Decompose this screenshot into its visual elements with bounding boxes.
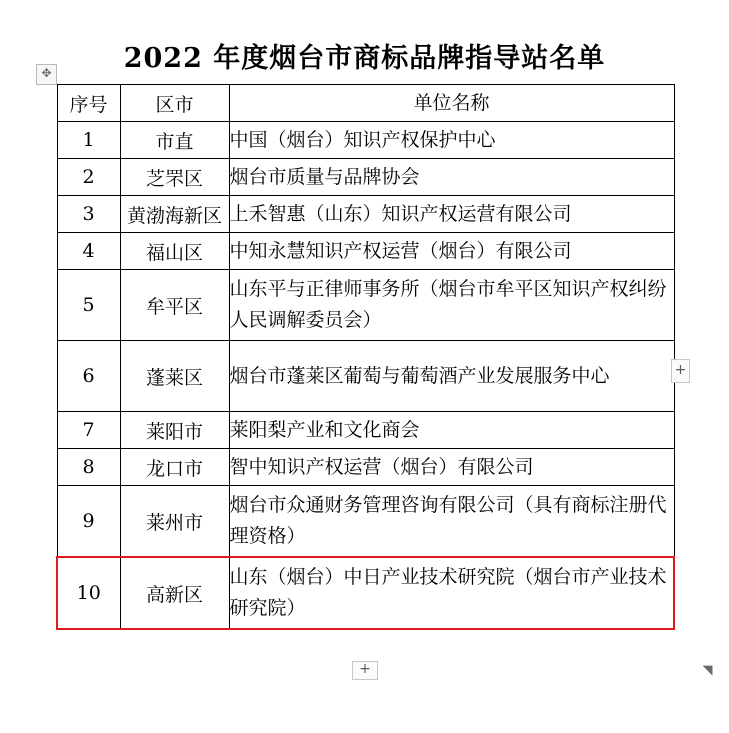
cell-index: 7 <box>57 412 120 449</box>
table-container <box>56 84 672 630</box>
cell-index: 10 <box>57 557 120 629</box>
cell-index: 4 <box>57 233 120 270</box>
cell-unit: 上禾智惠（山东）知识产权运营有限公司 <box>229 196 674 233</box>
table-resize-handle[interactable]: ◥ <box>702 663 713 678</box>
trademark-guidance-station-table <box>56 84 675 630</box>
cell-district: 福山区 <box>120 233 229 270</box>
cell-index: 5 <box>57 270 120 341</box>
add-column-button[interactable]: + <box>671 359 690 383</box>
header-cell-district: 区市 <box>120 85 229 122</box>
cell-unit: 烟台市蓬莱区葡萄与葡萄酒产业发展服务中心 <box>229 341 674 412</box>
cell-district: 牟平区 <box>120 270 229 341</box>
cell-unit: 山东（烟台）中日产业技术研究院（烟台市产业技术研究院） <box>229 557 674 629</box>
table-row[interactable] <box>57 449 674 486</box>
cell-district: 莱阳市 <box>120 412 229 449</box>
cell-index: 8 <box>57 449 120 486</box>
header-cell-index: 序号 <box>57 85 120 122</box>
table-row[interactable] <box>57 270 674 341</box>
cell-district: 莱州市 <box>120 486 229 558</box>
table-row-highlighted[interactable] <box>57 557 674 629</box>
table-row[interactable] <box>57 341 674 412</box>
cell-index: 6 <box>57 341 120 412</box>
cell-district: 高新区 <box>120 557 229 629</box>
cell-index: 2 <box>57 159 120 196</box>
cell-index: 3 <box>57 196 120 233</box>
table-row[interactable] <box>57 412 674 449</box>
cell-index: 9 <box>57 486 120 558</box>
table-row[interactable] <box>57 196 674 233</box>
cell-unit: 山东平与正律师事务所（烟台市牟平区知识产权纠纷人民调解委员会） <box>229 270 674 341</box>
cell-index: 1 <box>57 122 120 159</box>
cell-district: 蓬莱区 <box>120 341 229 412</box>
cell-district: 市直 <box>120 122 229 159</box>
cell-unit: 烟台市众通财务管理咨询有限公司（具有商标注册代理资格） <box>229 486 674 558</box>
cell-unit: 中知永慧知识产权运营（烟台）有限公司 <box>229 233 674 270</box>
page-title: 2022 年度烟台市商标品牌指导站名单 <box>123 43 606 74</box>
cell-district: 芝罘区 <box>120 159 229 196</box>
cell-district: 龙口市 <box>120 449 229 486</box>
cell-district: 黄渤海新区 <box>120 196 229 233</box>
add-row-button[interactable]: + <box>352 661 378 680</box>
cell-unit: 智中知识产权运营（烟台）有限公司 <box>229 449 674 486</box>
table-move-handle[interactable]: ✥ <box>36 64 57 85</box>
table-row[interactable] <box>57 233 674 270</box>
cell-unit: 中国（烟台）知识产权保护中心 <box>229 122 674 159</box>
table-header-row <box>57 85 674 122</box>
table-row[interactable] <box>57 122 674 159</box>
header-cell-unit: 单位名称 <box>229 85 674 122</box>
cell-unit: 烟台市质量与品牌协会 <box>229 159 674 196</box>
table-row[interactable] <box>57 159 674 196</box>
table-row[interactable] <box>57 486 674 558</box>
cell-unit: 莱阳梨产业和文化商会 <box>229 412 674 449</box>
table-body <box>57 85 674 630</box>
